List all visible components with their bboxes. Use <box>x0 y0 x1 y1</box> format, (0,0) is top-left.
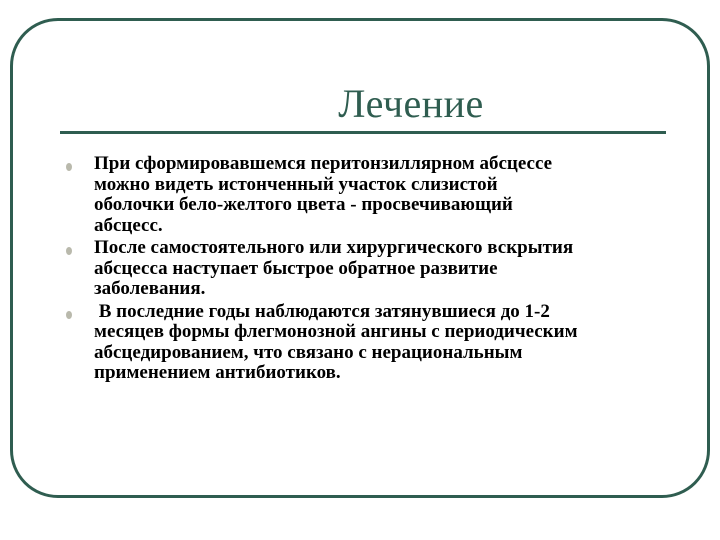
bullet-dot-icon <box>66 163 72 171</box>
bullet-dot-icon <box>66 311 72 319</box>
bullet-item <box>62 302 672 384</box>
bullet-list <box>62 154 672 386</box>
slide-title: Лечение <box>338 81 484 126</box>
bullet-text: После самостоятельного или хирургического вскрытия абсцесса наступает быстрое обратное развитие заболевания. <box>94 237 574 299</box>
bullet-item <box>62 154 672 236</box>
bullet-text: В последние годы наблюдаются затянувшиеся до 1-2 месяцев формы флегмонозной ангины с периодическим абсцедированием, что связано с нерациональным применением антибиотиков. <box>94 300 578 383</box>
bullet-dot-icon <box>66 247 72 255</box>
bullet-text: При сформировавшемся перитонзиллярном абсцессе можно видеть истонченный участок слизистой оболочки бело-желтого цвета - просвечивающий абсцесс. <box>94 153 553 236</box>
title-divider <box>60 131 666 134</box>
bullet-item <box>62 238 672 300</box>
